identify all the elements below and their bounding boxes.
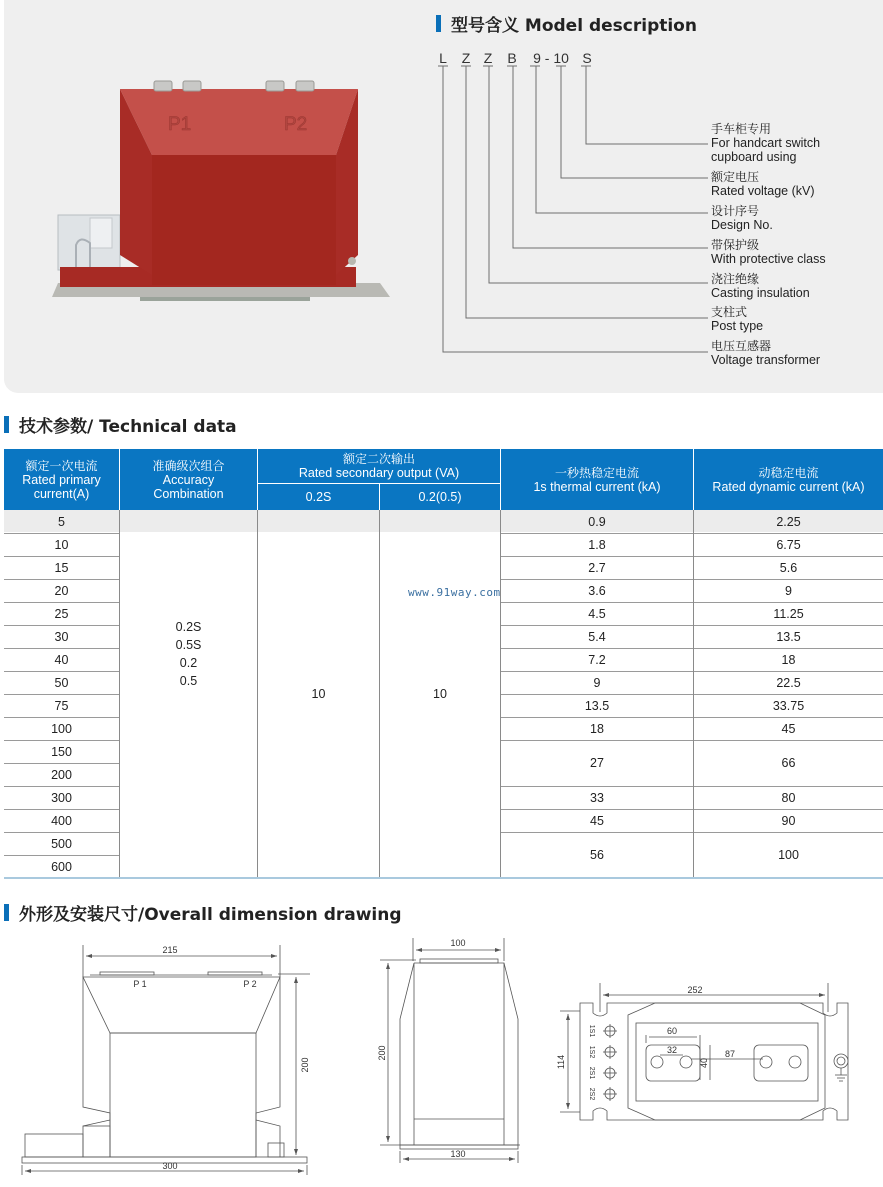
dimension-drawing-title: 外形及安装尺寸/Overall dimension drawing (4, 900, 402, 925)
thermal-current-cell: 7.2 (588, 652, 606, 667)
row-divider (501, 671, 883, 672)
column-divider (693, 510, 694, 878)
primary-current-cell: 25 (54, 606, 69, 621)
header-output-02s: 0.2S (258, 484, 379, 510)
primary-current-cell: 500 (51, 836, 72, 851)
dynamic-current-cell: 33.75 (772, 698, 805, 713)
primary-current-cell: 150 (51, 744, 72, 759)
thermal-current-cell: 3.6 (588, 583, 606, 598)
row-divider (501, 579, 883, 580)
bottom-view-drawing (550, 975, 860, 1135)
output-02s-cell: 10 (311, 687, 326, 701)
row-divider (4, 533, 119, 534)
column-divider (379, 510, 380, 878)
primary-current-cell: 75 (54, 698, 69, 713)
side-view-drawing (370, 935, 530, 1165)
primary-current-cell: 400 (51, 813, 72, 828)
primary-current-cell: 100 (51, 721, 72, 736)
bottom-width: 114 (556, 1054, 566, 1070)
thermal-current-cell: 45 (590, 813, 604, 828)
side-width-top: 100 (450, 938, 466, 948)
row-divider (4, 786, 119, 787)
row-divider (4, 671, 119, 672)
row-divider (4, 602, 119, 603)
terminal-markers (603, 1024, 617, 1101)
primary-current-cell: 10 (54, 537, 69, 552)
code-letter-s: S (582, 50, 592, 66)
column-divider (119, 510, 120, 878)
output-02-05-cell: 10 (433, 687, 447, 701)
terminal-2s1: 2S1 (588, 1066, 595, 1080)
row-divider (4, 556, 119, 557)
primary-current-cell: 20 (54, 583, 69, 598)
thermal-current-cell: 2.7 (588, 560, 606, 575)
row-divider (501, 717, 883, 718)
accuracy-combination-cell: 0.2S 0.5S 0.2 0.5 (175, 619, 202, 688)
row-divider (4, 832, 119, 833)
primary-current-cell: 50 (54, 675, 69, 690)
technical-data-table (4, 449, 883, 879)
thermal-current-cell: 56 (590, 848, 604, 862)
row-divider (4, 763, 119, 764)
row-divider (4, 694, 119, 695)
technical-data-title: 技术参数/ Technical data (4, 412, 237, 437)
row-divider (501, 832, 883, 833)
row-divider (4, 717, 119, 718)
side-width-base: 130 (450, 1149, 466, 1159)
primary-current-cell: 15 (54, 560, 69, 575)
dynamic-current-cell: 2.25 (776, 514, 801, 529)
column-divider (257, 510, 258, 878)
row-divider (4, 855, 119, 856)
row-divider (4, 625, 119, 626)
row-divider (4, 579, 119, 580)
code-letter-z1: Z (461, 50, 471, 66)
thermal-current-cell: 0.9 (588, 514, 606, 529)
thermal-current-cell: 27 (590, 756, 604, 770)
code-letter-9-10: 9 - 10 (533, 50, 569, 66)
row-divider (501, 740, 883, 741)
dynamic-current-cell: 5.6 (779, 560, 798, 575)
row-divider (501, 786, 883, 787)
thermal-current-cell: 1.8 (588, 537, 606, 552)
dynamic-current-cell: 66 (781, 756, 796, 770)
dynamic-current-cell: 11.25 (773, 606, 804, 621)
photo-label-p1: P1 (168, 114, 192, 135)
column-divider (500, 510, 501, 878)
row-divider (501, 648, 883, 649)
primary-current-cell: 30 (54, 629, 69, 644)
legend-casting-insulation: 浇注绝缘 Casting insulation (711, 272, 810, 300)
photo-label-p2: P2 (284, 114, 308, 135)
code-letter-z2: Z (483, 50, 493, 66)
legend-rated-voltage: 额定电压 Rated voltage (kV) (711, 170, 815, 198)
row-divider (4, 740, 119, 741)
dynamic-current-cell: 9 (785, 583, 792, 598)
dynamic-current-cell: 13.5 (776, 629, 801, 644)
legend-handcart: 手车柜专用 For handcart switch cupboard using (711, 122, 821, 164)
row-divider (501, 809, 883, 810)
terminal-1s1: 1S1 (588, 1024, 595, 1038)
legend-voltage-transformer: 电压互感器 Voltage transformer (711, 339, 821, 367)
title-accent-bar (4, 416, 9, 433)
primary-current-cell: 40 (54, 652, 69, 667)
row-divider (4, 809, 119, 810)
thermal-current-cell: 5.4 (588, 629, 606, 644)
watermark: www.91way.com (408, 586, 501, 599)
legend-post-type: 支柱式 Post type (711, 305, 764, 333)
row-divider (501, 556, 883, 557)
header-output-02-05: 0.2(0.5) (380, 484, 500, 510)
bottom-hole-height: 40 (699, 1057, 709, 1069)
row-divider (501, 694, 883, 695)
bottom-offset: 87 (724, 1049, 736, 1059)
header-accuracy: 准确级次组合 Accuracy Combination (120, 449, 257, 510)
front-label-p1: P 1 (133, 979, 147, 989)
dynamic-current-cell: 100 (778, 848, 799, 862)
front-height: 200 (300, 1057, 310, 1073)
primary-current-cell: 300 (51, 790, 72, 805)
side-height: 200 (377, 1045, 387, 1061)
title-accent-bar (4, 904, 9, 921)
row-divider (501, 602, 883, 603)
header-primary-current: 额定一次电流 Rated primary current(A) (4, 449, 119, 510)
bottom-length: 252 (687, 985, 703, 995)
bottom-hole-pitch: 32 (666, 1045, 678, 1055)
primary-current-cell: 5 (58, 514, 65, 529)
code-letter-l: L (439, 50, 447, 66)
dynamic-current-cell: 18 (781, 652, 796, 667)
primary-current-cell: 600 (51, 859, 72, 874)
front-view-drawing (20, 935, 330, 1185)
front-width-base: 300 (162, 1161, 178, 1171)
bottom-hole-span: 60 (666, 1026, 678, 1036)
legend-design-no: 设计序号 Design No. (711, 204, 773, 232)
row-divider (4, 648, 119, 649)
legend-protective-class: 带保护级 With protective class (711, 238, 826, 266)
table-bottom-border (4, 877, 883, 879)
row-divider (501, 533, 883, 534)
thermal-current-cell: 18 (590, 721, 604, 736)
dynamic-current-cell: 90 (781, 813, 796, 828)
terminal-2s2: 2S2 (588, 1087, 595, 1101)
terminal-1s2: 1S2 (588, 1045, 595, 1059)
dynamic-current-cell: 45 (781, 721, 796, 736)
header-dynamic-current: 动稳定电流 Rated dynamic current (kA) (694, 449, 883, 510)
dynamic-current-cell: 22.5 (776, 675, 801, 690)
thermal-current-cell: 33 (590, 790, 604, 805)
front-width-top: 215 (162, 945, 178, 955)
thermal-current-cell: 4.5 (588, 606, 606, 621)
front-label-p2: P 2 (243, 979, 257, 989)
thermal-current-cell: 13.5 (584, 698, 610, 713)
primary-current-cell: 200 (51, 767, 72, 782)
model-description-title: 型号含义 Model description (436, 11, 697, 36)
code-letter-b: B (507, 50, 517, 66)
row-divider (501, 625, 883, 626)
header-thermal-current: 一秒热稳定电流 1s thermal current (kA) (501, 449, 693, 510)
dynamic-current-cell: 80 (781, 790, 796, 805)
thermal-current-cell: 9 (593, 675, 601, 690)
dynamic-current-cell: 6.75 (776, 537, 801, 552)
header-secondary-output: 额定二次输出 Rated secondary output (VA) (258, 449, 500, 483)
